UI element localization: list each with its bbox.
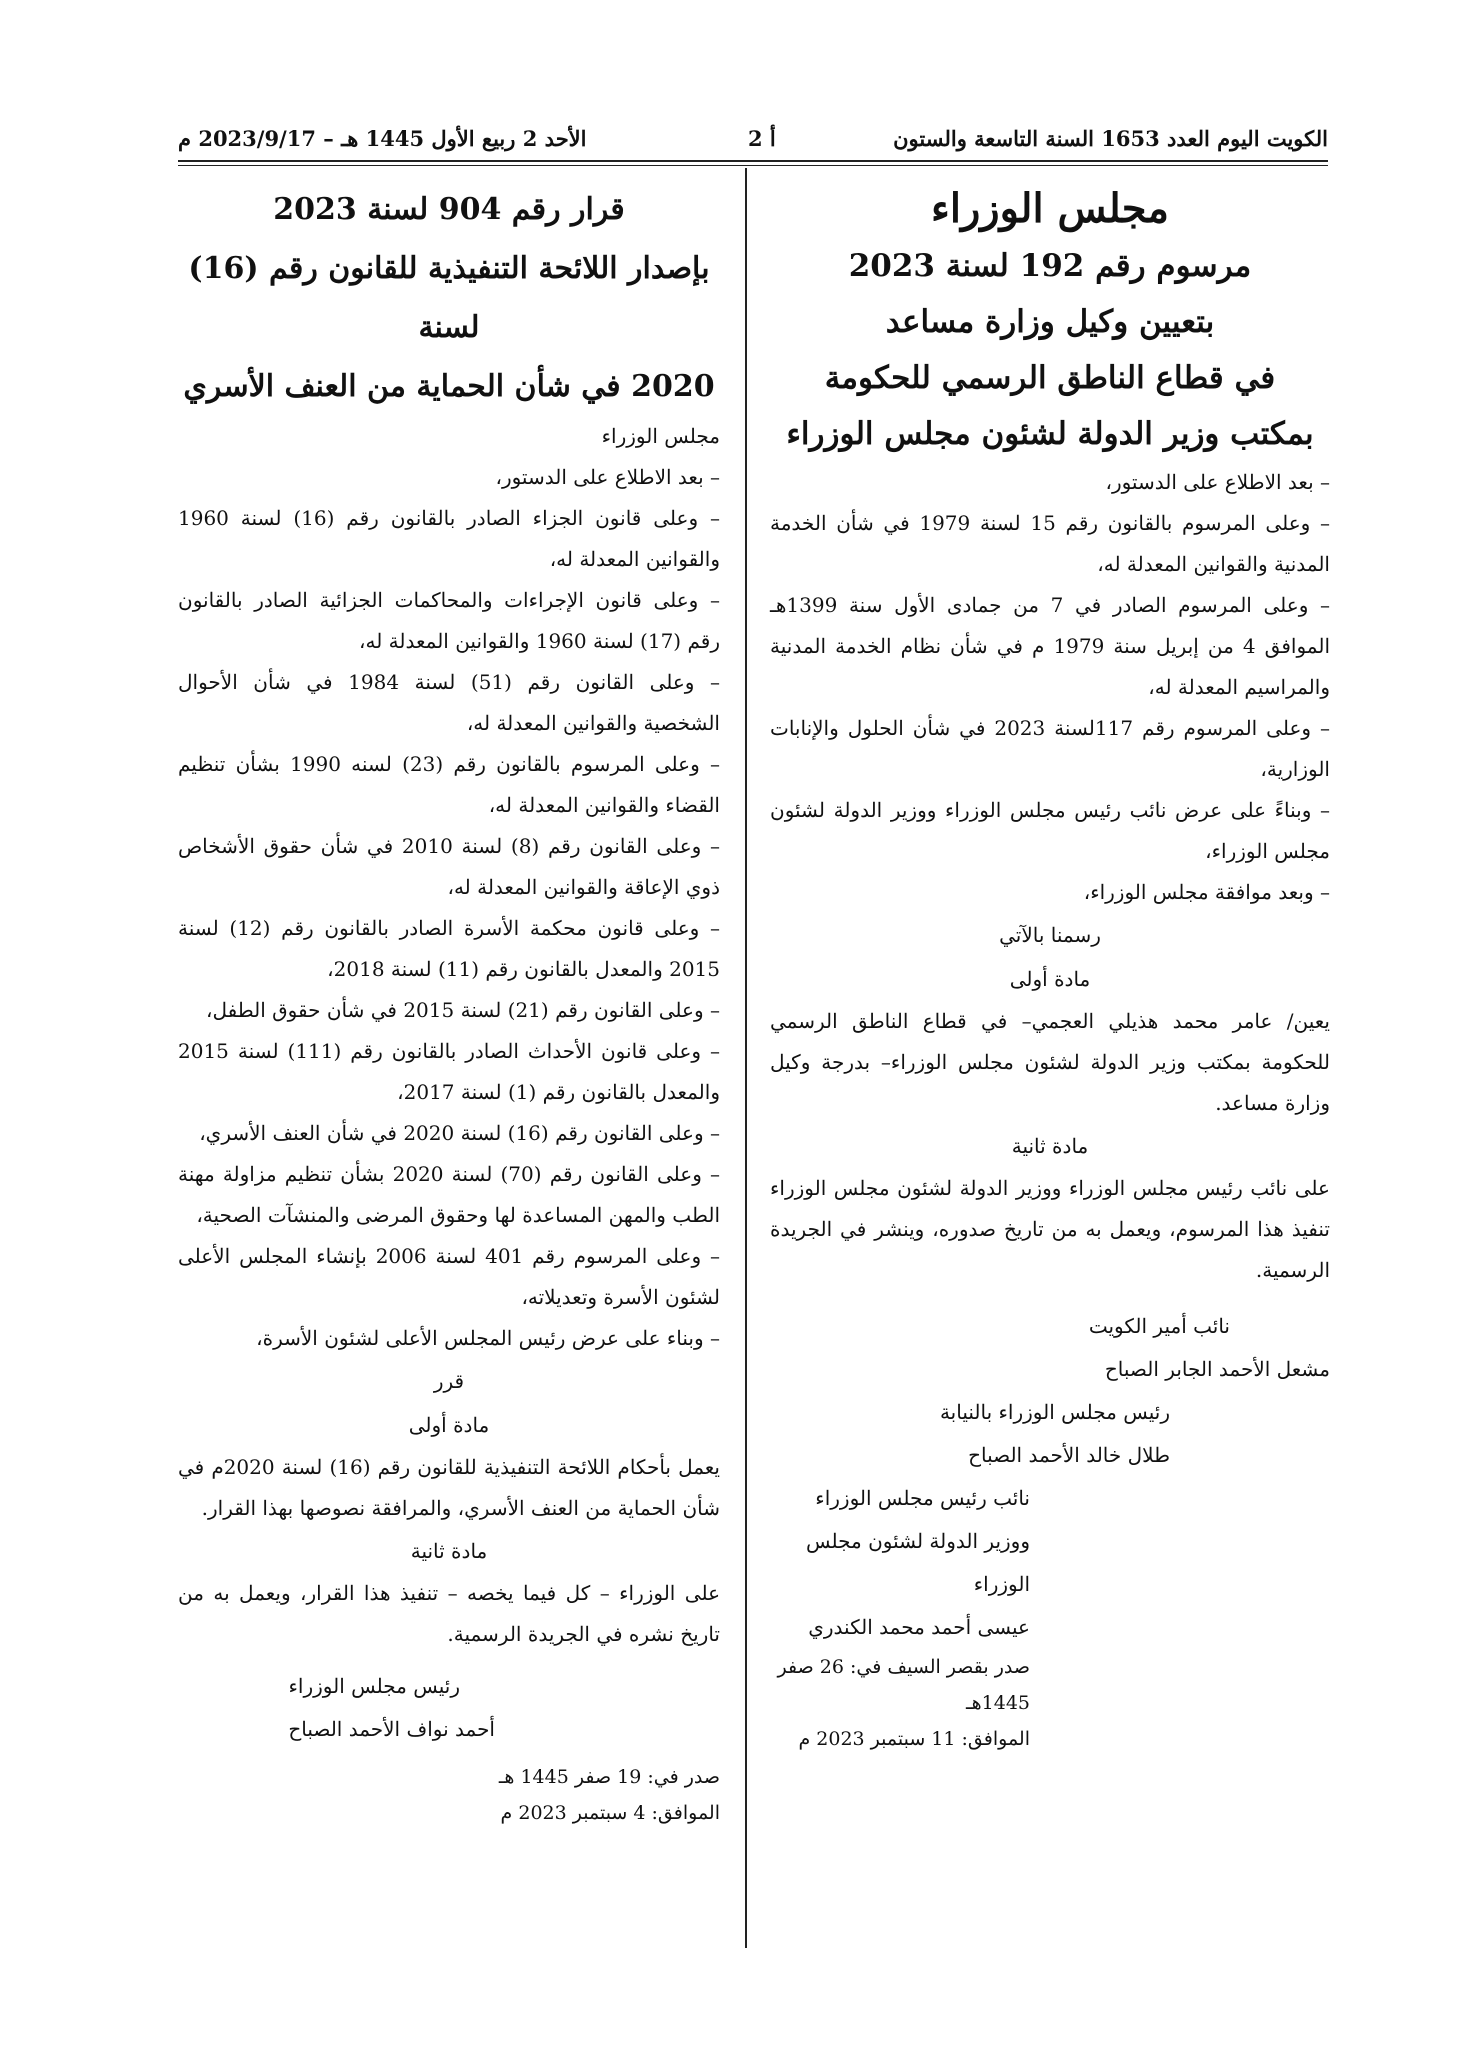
issue-place-date: صدر بقصر السيف في: 26 صفر 1445هـ xyxy=(777,1656,1030,1714)
article-heading: مادة أولى xyxy=(408,1413,490,1437)
preamble-clause: – وعلى المرسوم رقم 401 لسنة 2006 بإنشاء المجلس الأعلى لشئون الأسرة وتعديلاته، xyxy=(178,1244,720,1309)
signatory-title: رئيس مجلس الوزراء بالنيابة xyxy=(939,1400,1170,1424)
decision-subtitle: بإصدار اللائحة التنفيذية للقانون رقم (16) لسنة xyxy=(188,251,710,345)
decreed-statement: رسمنا بالآتي xyxy=(999,923,1101,947)
signatory-title: نائب أمير الكويت xyxy=(1088,1314,1230,1338)
preamble-clause: – وعلى قانون الجزاء الصادر بالقانون رقم (16) لسنة 1960 والقوانين المعدلة له، xyxy=(178,506,720,571)
page-header xyxy=(178,122,1328,162)
preamble-clause: – وعلى المرسوم رقم 117لسنة 2023 في شأن الحلول والإنابات الوزارية، xyxy=(770,716,1330,781)
preamble-clause: – وعلى القانون رقم (21) لسنة 2015 في شأن حقوق الطفل، xyxy=(206,998,720,1022)
decree-preamble xyxy=(770,462,1330,913)
preamble-clause: – بعد الاطلاع على الدستور، xyxy=(495,465,720,489)
header-rule-thin xyxy=(178,165,1328,166)
signatory-name: مشعل الأحمد الجابر الصباح xyxy=(1104,1357,1330,1381)
decree-subtitle: بمكتب وزير الدولة لشئون مجلس الوزراء xyxy=(786,416,1314,452)
preamble-clause: – وعلى القانون رقم (16) لسنة 2020 في شأن العنف الأسري، xyxy=(199,1121,720,1145)
preamble-clause: – وبناءً على عرض نائب رئيس مجلس الوزراء ووزير الدولة لشئون مجلس الوزراء، xyxy=(770,798,1330,863)
preamble-clause: – وعلى قانون الإجراءات والمحاكمات الجزائية الصادر بالقانون رقم (17) لسنة 1960 والقوانين المعدلة له، xyxy=(178,588,720,653)
article-heading: مادة ثانية xyxy=(410,1539,488,1563)
signatory-title: ووزير الدولة لشئون مجلس الوزراء xyxy=(805,1529,1030,1596)
preamble-clause: – وعلى قانون محكمة الأسرة الصادر بالقانون رقم (12) لسنة 2015 والمعدل بالقانون رقم (11) لسنة 2018، xyxy=(178,916,720,981)
header-rule-thick xyxy=(178,160,1328,162)
article-text: على الوزراء – كل فيما يخصه – تنفيذ هذا القرار، ويعمل به من تاريخ نشره في الجريدة الرسمية. xyxy=(178,1581,720,1646)
article-text: على نائب رئيس مجلس الوزراء ووزير الدولة لشئون مجلس الوزراء تنفيذ هذا المرسوم، ويعمل به من تاريخ صدوره، وينشر في الجريدة الرسمية. xyxy=(770,1176,1330,1282)
preamble-clause: – وبناء على عرض رئيس المجلس الأعلى لشئون الأسرة، xyxy=(256,1326,720,1350)
page-number: أ 2 xyxy=(748,126,776,151)
gregorian-date: الموافق: 11 سبتمبر 2023 م xyxy=(798,1728,1030,1750)
signatory-title: نائب رئيس مجلس الوزراء xyxy=(815,1486,1030,1510)
decree-title: مرسوم رقم 192 لسنة 2023 xyxy=(848,248,1252,284)
article-heading: مادة ثانية xyxy=(1011,1134,1089,1158)
section-heading: مجلس الوزراء xyxy=(931,185,1169,232)
decision-column xyxy=(178,180,720,1831)
decided-statement: قرر xyxy=(433,1369,465,1393)
decision-preamble xyxy=(178,457,720,1359)
preamble-clause: – وعلى القانون رقم (70) لسنة 2020 بشأن تنظيم مزاولة مهنة الطب والمهن المساعدة لها وحقوق المرضى والمنشآت الصحية، xyxy=(178,1162,720,1227)
column-divider xyxy=(745,168,747,1948)
preamble-clause: – وبعد موافقة مجلس الوزراء، xyxy=(1083,880,1330,904)
gazette-issue-info: الكويت اليوم العدد 1653 السنة التاسعة والستون xyxy=(893,126,1328,151)
gregorian-date: الموافق: 4 سبتمبر 2023 م xyxy=(500,1802,720,1824)
preamble-clause: – بعد الاطلاع على الدستور، xyxy=(1105,470,1330,494)
decree-subtitle: بتعيين وكيل وزارة مساعد xyxy=(885,304,1215,340)
preamble-clause: – وعلى قانون الأحداث الصادر بالقانون رقم (111) لسنة 2015 والمعدل بالقانون رقم (1) لسنة 2017، xyxy=(178,1039,721,1104)
decision-title: قرار رقم 904 لسنة 2023 xyxy=(273,192,625,227)
signatory-title: رئيس مجلس الوزراء xyxy=(288,1674,460,1698)
article-text: يعين/ عامر محمد هذيلي العجمي– في قطاع الناطق الرسمي للحكومة بمكتب وزير الدولة لشئون مجلس الوزراء– بدرجة وكيل وزارة مساعد. xyxy=(770,1009,1330,1115)
issuing-body: مجلس الوزراء xyxy=(601,424,720,448)
preamble-clause: – وعلى المرسوم بالقانون رقم 15 لسنة 1979 في شأن الخدمة المدنية والقوانين المعدلة له، xyxy=(770,511,1330,576)
decree-subtitle: في قطاع الناطق الرسمي للحكومة xyxy=(824,360,1276,396)
preamble-clause: – وعلى القانون رقم (51) لسنة 1984 في شأن الأحوال الشخصية والقوانين المعدلة له، xyxy=(178,670,721,735)
article-heading: مادة أولى xyxy=(1009,967,1091,991)
preamble-clause: – وعلى المرسوم بالقانون رقم (23) لسنه 1990 بشأن تنظيم القضاء والقوانين المعدلة له، xyxy=(178,752,720,817)
issue-date: الأحد 2 ربيع الأول 1445 هـ – 2023/9/17 م xyxy=(178,126,587,151)
preamble-clause: – وعلى المرسوم الصادر في 7 من جمادى الأول سنة 1399هـ الموافق 4 من إبريل سنة 1979 م في شأن نظام الخدمة المدنية والمراسيم المعدلة له، xyxy=(770,593,1331,699)
decision-subtitle: 2020 في شأن الحماية من العنف الأسري xyxy=(183,369,715,404)
signatory-name: أحمد نواف الأحمد الصباح xyxy=(288,1717,495,1741)
issue-date: صدر في: 19 صفر 1445 هـ xyxy=(498,1766,720,1788)
signatory-name: عيسى أحمد محمد الكندري xyxy=(808,1615,1030,1639)
decree-column xyxy=(770,180,1330,1757)
article-text: يعمل بأحكام اللائحة التنفيذية للقانون رقم (16) لسنة 2020م في شأن الحماية من العنف الأسري، والمرافقة نصوصها بهذا القرار. xyxy=(178,1455,720,1520)
signatory-name: طلال خالد الأحمد الصباح xyxy=(968,1443,1170,1467)
preamble-clause: – وعلى القانون رقم (8) لسنة 2010 في شأن حقوق الأشخاص ذوي الإعاقة والقوانين المعدلة له، xyxy=(178,834,721,899)
